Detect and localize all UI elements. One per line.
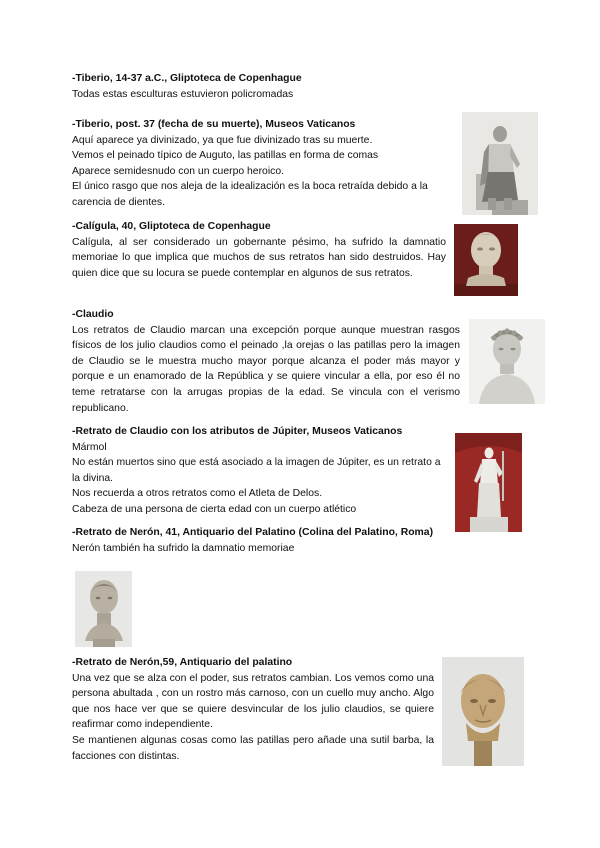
bust-caligula-image: [454, 224, 518, 296]
section-title: -Claudio: [72, 309, 114, 320]
section-text: Una vez que se alza con el poder, sus retratos cambian. Los vemos como una persona abultada , con un rostro más carnoso, con un cuello muy ancho. Algo que nos hace ver que se quiere desvincular de los julio claudios, se quiere reafirmar como independiente.: [72, 672, 434, 731]
section-text: Calígula, al ser considerado un gobernante pésimo, ha sufrido la damnatio memoriae lo que implica que muchos de sus retratos han sido destruidos. Hay quien dice que su locura se puede contemplar en algunos de sus retratos.: [72, 236, 446, 279]
section-title: -Retrato de Claudio con los atributos de Júpiter, Museos Vaticanos: [72, 426, 403, 437]
section-text: Se mantienen algunas cosas como las patillas pero añade una sutil barba, la facciones con distintas.: [72, 734, 434, 762]
section-tiberio-copenhague: [72, 71, 452, 102]
head-nero-adult-image: [442, 657, 524, 766]
section-text: Aquí aparece ya divinizado, ya que fue divinizado tras su muerte.: [72, 134, 373, 146]
section-title: -Retrato de Nerón,59, Antiquario del palatino: [72, 657, 293, 668]
statue-tiberius-image: [462, 112, 538, 215]
section-title: -Tiberio, 14-37 a.C., Gliptoteca de Copenhague: [72, 73, 302, 84]
bust-claudius-drawing: [469, 319, 545, 404]
statue-claudius-jupiter-drawing: [455, 433, 522, 532]
section-text: Aparece semidesnudo con un cuerpo heroico.: [72, 165, 284, 177]
bust-young-nero-image: [75, 571, 132, 647]
section-title: -Calígula, 40, Gliptoteca de Copenhague: [72, 221, 271, 232]
section-claudio-jupiter: [72, 424, 450, 518]
section-caligula: [72, 219, 446, 281]
section-text: El único rasgo que nos aleja de la idealización es la boca retraída debido a la carencia de dientes.: [72, 181, 428, 208]
bust-claudius-image: [469, 319, 545, 404]
section-tiberio-vaticanos: [72, 117, 460, 211]
section-neron-59: [72, 655, 434, 764]
statue-claudius-jupiter-image: [455, 433, 522, 532]
section-neron-41: [72, 525, 446, 556]
section-text: Todas estas esculturas estuvieron policromadas: [72, 88, 294, 100]
section-title: -Tiberio, post. 37 (fecha de su muerte), Museos Vaticanos: [72, 119, 356, 130]
section-claudio: [72, 307, 460, 416]
section-text: Los retratos de Claudio marcan una excepción porque aunque muestran rasgos físicos de los julio claudios como el peinado ,la orejas o las patillas pero la imagen de Claudio se le muestra mucho mayor porque alcanza el poder más mayor y porque e un enamorado de la República y se quiere vincular a ella, por eso él no teme retratarse con la arrugas propias de la edad. Se vincula con el verismo republicano.: [72, 324, 460, 414]
section-text: Nos recuerda a otros retratos como el Atleta de Delos.: [72, 488, 323, 500]
section-text: No están muertos sino que está asociado a la imagen de Júpiter, es un retrato a la divina.: [72, 457, 441, 484]
head-nero-adult-drawing: [442, 657, 524, 766]
bust-young-nero-drawing: [75, 571, 132, 647]
section-title: -Retrato de Nerón, 41, Antiquario del Palatino (Colina del Palatino, Roma): [72, 527, 434, 538]
statue-tiberius-drawing: [462, 112, 538, 215]
section-text: Mármol: [72, 441, 107, 453]
bust-caligula-drawing: [454, 224, 518, 296]
section-text: Vemos el peinado típico de Auguto, las patillas en forma de comas: [72, 150, 379, 162]
section-text: Cabeza de una persona de cierta edad con un cuerpo atlético: [72, 503, 357, 515]
section-text: Nerón también ha sufrido la damnatio memoriae: [72, 542, 295, 554]
